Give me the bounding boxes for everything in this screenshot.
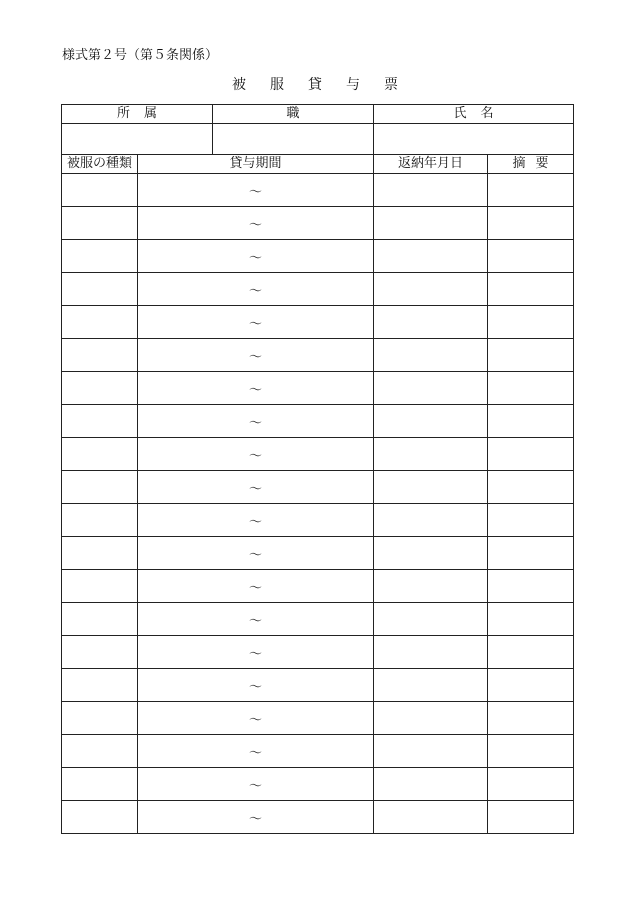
remarks-cell[interactable] (488, 768, 574, 801)
clothing-type-cell[interactable] (62, 306, 138, 339)
loan-period-cell[interactable]: ～ (138, 669, 374, 702)
return-date-cell[interactable] (374, 306, 488, 339)
clothing-type-cell[interactable] (62, 372, 138, 405)
remarks-header: 摘要 (488, 155, 574, 174)
remarks-cell[interactable] (488, 801, 574, 834)
remarks-cell[interactable] (488, 504, 574, 537)
loan-period-cell[interactable]: ～ (138, 207, 374, 240)
item-row (62, 339, 574, 372)
loan-period-cell[interactable]: ～ (138, 537, 374, 570)
item-row (62, 438, 574, 471)
item-row (62, 537, 574, 570)
remarks-cell[interactable] (488, 438, 574, 471)
loan-period-cell[interactable]: ～ (138, 273, 374, 306)
loan-period-cell[interactable]: ～ (138, 504, 374, 537)
remarks-cell[interactable] (488, 702, 574, 735)
remarks-cell[interactable] (488, 174, 574, 207)
clothing-type-cell[interactable] (62, 438, 138, 471)
remarks-cell[interactable] (488, 603, 574, 636)
position-header: 職 (213, 105, 374, 124)
loan-period-cell[interactable]: ～ (138, 702, 374, 735)
clothing-type-cell[interactable] (62, 273, 138, 306)
loan-period-cell[interactable]: ～ (138, 438, 374, 471)
clothing-type-cell[interactable] (62, 240, 138, 273)
clothing-type-header: 被服の種類 (62, 155, 138, 174)
item-row (62, 207, 574, 240)
name-field[interactable] (374, 124, 574, 155)
clothing-type-cell[interactable] (62, 207, 138, 240)
loan-period-cell[interactable]: ～ (138, 801, 374, 834)
remarks-cell[interactable] (488, 471, 574, 504)
remarks-cell[interactable] (488, 669, 574, 702)
item-header-row (62, 155, 574, 174)
clothing-type-cell[interactable] (62, 174, 138, 207)
item-row (62, 372, 574, 405)
loan-period-cell[interactable]: ～ (138, 405, 374, 438)
return-date-cell[interactable] (374, 174, 488, 207)
clothing-type-cell[interactable] (62, 768, 138, 801)
info-header-row (62, 105, 574, 124)
return-date-cell[interactable] (374, 537, 488, 570)
remarks-cell[interactable] (488, 372, 574, 405)
item-row (62, 768, 574, 801)
remarks-cell[interactable] (488, 735, 574, 768)
return-date-header: 返納年月日 (374, 155, 488, 174)
return-date-cell[interactable] (374, 438, 488, 471)
return-date-cell[interactable] (374, 801, 488, 834)
item-row (62, 174, 574, 207)
item-row (62, 471, 574, 504)
item-row (62, 702, 574, 735)
loan-period-cell[interactable]: ～ (138, 240, 374, 273)
loan-period-header: 貸与期間 (138, 155, 374, 174)
item-row (62, 306, 574, 339)
item-row (62, 603, 574, 636)
return-date-cell[interactable] (374, 702, 488, 735)
remarks-cell[interactable] (488, 273, 574, 306)
clothing-type-cell[interactable] (62, 603, 138, 636)
return-date-cell[interactable] (374, 735, 488, 768)
return-date-cell[interactable] (374, 471, 488, 504)
remarks-cell[interactable] (488, 306, 574, 339)
item-row (62, 273, 574, 306)
item-row (62, 735, 574, 768)
clothing-type-cell[interactable] (62, 636, 138, 669)
remarks-cell[interactable] (488, 207, 574, 240)
clothing-type-cell[interactable] (62, 669, 138, 702)
item-row (62, 504, 574, 537)
clothing-type-cell[interactable] (62, 702, 138, 735)
return-date-cell[interactable] (374, 405, 488, 438)
remarks-cell[interactable] (488, 240, 574, 273)
loan-period-cell[interactable]: ～ (138, 636, 374, 669)
loan-period-cell[interactable]: ～ (138, 372, 374, 405)
remarks-cell[interactable] (488, 537, 574, 570)
item-row (62, 405, 574, 438)
loan-period-cell[interactable]: ～ (138, 174, 374, 207)
affiliation-header: 所属 (62, 105, 213, 124)
form-title: 被服貸与票 (232, 77, 422, 93)
item-row (62, 636, 574, 669)
form-number: 様式第２号（第５条関係） (62, 48, 219, 63)
remarks-cell[interactable] (488, 570, 574, 603)
item-row (62, 570, 574, 603)
clothing-type-cell[interactable] (62, 537, 138, 570)
clothing-type-cell[interactable] (62, 405, 138, 438)
return-date-cell[interactable] (374, 339, 488, 372)
return-date-cell[interactable] (374, 504, 488, 537)
return-date-cell[interactable] (374, 372, 488, 405)
clothing-type-cell[interactable] (62, 570, 138, 603)
return-date-cell[interactable] (374, 273, 488, 306)
loan-period-cell[interactable]: ～ (138, 570, 374, 603)
clothing-type-cell[interactable] (62, 504, 138, 537)
loan-period-cell[interactable]: ～ (138, 603, 374, 636)
clothing-type-cell[interactable] (62, 339, 138, 372)
info-entry-row (62, 124, 574, 155)
item-row (62, 669, 574, 702)
remarks-cell[interactable] (488, 405, 574, 438)
remarks-cell[interactable] (488, 636, 574, 669)
remarks-cell[interactable] (488, 339, 574, 372)
clothing-type-cell[interactable] (62, 471, 138, 504)
clothing-type-cell[interactable] (62, 801, 138, 834)
loan-period-cell[interactable]: ～ (138, 735, 374, 768)
return-date-cell[interactable] (374, 669, 488, 702)
loan-period-cell[interactable]: ～ (138, 306, 374, 339)
loan-period-cell[interactable]: ～ (138, 471, 374, 504)
position-field[interactable] (213, 124, 374, 155)
loan-period-cell[interactable]: ～ (138, 768, 374, 801)
item-row (62, 801, 574, 834)
return-date-cell[interactable] (374, 636, 488, 669)
name-header: 氏名 (374, 105, 574, 124)
return-date-cell[interactable] (374, 768, 488, 801)
return-date-cell[interactable] (374, 570, 488, 603)
return-date-cell[interactable] (374, 240, 488, 273)
return-date-cell[interactable] (374, 207, 488, 240)
return-date-cell[interactable] (374, 603, 488, 636)
clothing-type-cell[interactable] (62, 735, 138, 768)
clothing-loan-table (61, 104, 574, 834)
loan-period-cell[interactable]: ～ (138, 339, 374, 372)
affiliation-field[interactable] (62, 124, 213, 155)
item-row (62, 240, 574, 273)
